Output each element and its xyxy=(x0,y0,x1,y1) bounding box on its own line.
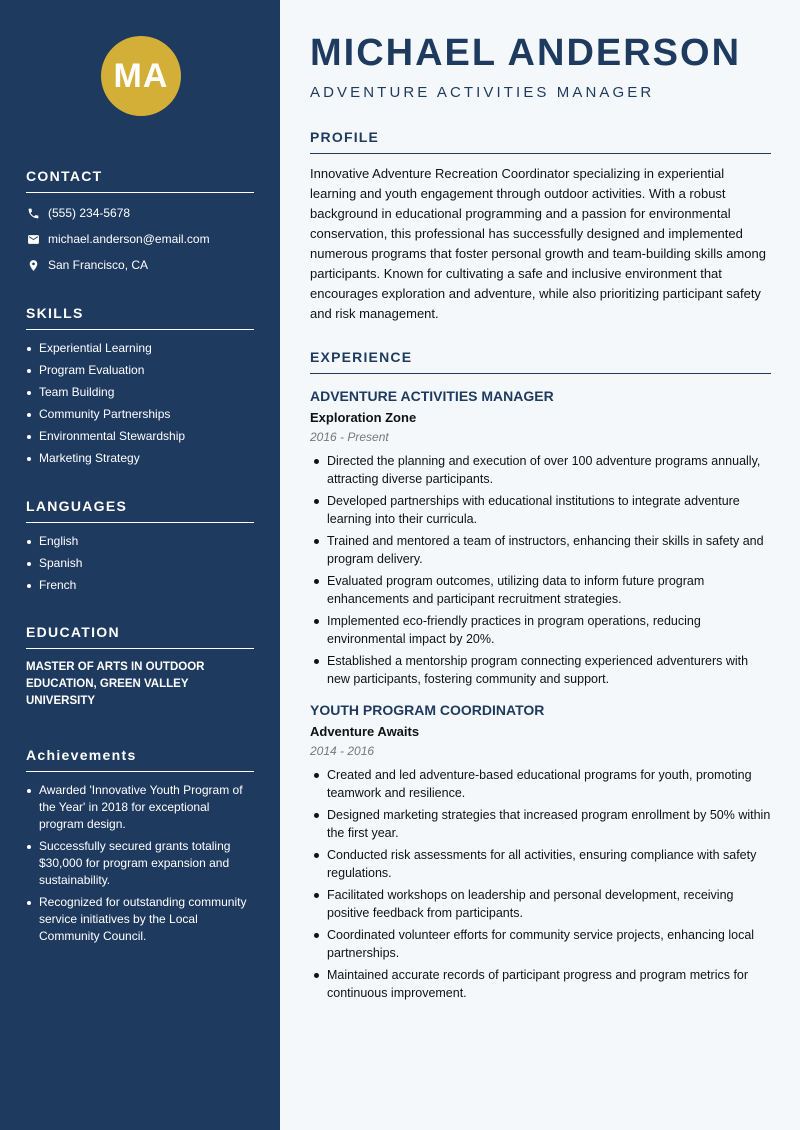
location-text: San Francisco, CA xyxy=(48,258,149,272)
job-bullet: Trained and mentored a team of instructors, enhancing their skills in safety and program delivery. xyxy=(310,532,771,568)
avatar: MA xyxy=(101,36,181,116)
skill-item: Community Partnerships xyxy=(26,406,254,423)
candidate-role: ADVENTURE ACTIVITIES MANAGER xyxy=(310,84,655,101)
job-bullet: Conducted risk assessments for all activities, ensuring compliance with safety regulations. xyxy=(310,846,771,882)
candidate-name: MICHAEL ANDERSON xyxy=(310,32,742,74)
contact-title: CONTACT xyxy=(26,168,254,193)
email-icon xyxy=(26,232,40,246)
achievement-item: Recognized for outstanding community service initiatives by the Local Community Council. xyxy=(26,894,254,945)
job-bullet: Designed marketing strategies that increased program enrollment by 50% within the first year. xyxy=(310,806,771,842)
experience-title: EXPERIENCE xyxy=(310,349,771,374)
job-bullet: Created and led adventure-based educational programs for youth, promoting teamwork and resilience. xyxy=(310,766,771,802)
achievements-list xyxy=(26,782,254,945)
email-text: michael.anderson@email.com xyxy=(48,232,210,246)
job-bullet: Implemented eco-friendly practices in program operations, reducing environmental impact by 20%. xyxy=(310,612,771,648)
sidebar xyxy=(0,0,280,1130)
contact-section xyxy=(26,168,254,278)
job-bullet: Evaluated program outcomes, utilizing data to inform future program enhancements and participant recruitment strategies. xyxy=(310,572,771,608)
skill-item: Program Evaluation xyxy=(26,362,254,379)
experience-section xyxy=(310,349,771,1006)
job-entry xyxy=(310,702,771,1002)
job-bullet: Facilitated workshops on leadership and personal development, receiving positive feedback from participants. xyxy=(310,886,771,922)
job-bullets xyxy=(310,766,771,1002)
languages-title: LANGUAGES xyxy=(26,498,254,523)
phone-text: (555) 234-5678 xyxy=(48,206,131,220)
job-bullets xyxy=(310,452,771,688)
job-title: ADVENTURE ACTIVITIES MANAGER xyxy=(310,388,554,404)
job-bullet: Developed partnerships with educational institutions to integrate adventure learning into their curricula. xyxy=(310,492,771,528)
job-dates: 2016 - Present xyxy=(310,430,389,444)
skills-title: SKILLS xyxy=(26,305,254,330)
job-entry xyxy=(310,388,771,688)
language-item: Spanish xyxy=(26,555,254,572)
skills-list xyxy=(26,340,254,467)
contact-location xyxy=(26,252,254,278)
languages-list xyxy=(26,533,254,594)
language-item: French xyxy=(26,577,254,594)
job-title: YOUTH PROGRAM COORDINATOR xyxy=(310,702,545,718)
job-bullet: Directed the planning and execution of over 100 adventure programs annually, attracting diverse participants. xyxy=(310,452,771,488)
skill-item: Experiential Learning xyxy=(26,340,254,357)
profile-title: PROFILE xyxy=(310,129,771,154)
achievements-title: Achievements xyxy=(26,747,254,772)
phone-icon xyxy=(26,206,40,220)
achievement-item: Awarded 'Innovative Youth Program of the Year' in 2018 for exceptional program design. xyxy=(26,782,254,833)
profile-section xyxy=(310,129,771,324)
achievements-section xyxy=(26,747,254,950)
skill-item: Environmental Stewardship xyxy=(26,428,254,445)
job-bullet: Coordinated volunteer efforts for community service projects, enhancing local partnerships. xyxy=(310,926,771,962)
job-dates: 2014 - 2016 xyxy=(310,744,375,758)
languages-section xyxy=(26,498,254,599)
job-bullet: Established a mentorship program connecting experienced adventurers with new participants, fostering community and support. xyxy=(310,652,771,688)
education-section xyxy=(26,624,254,710)
contact-phone xyxy=(26,200,254,226)
education-title: EDUCATION xyxy=(26,624,254,649)
skill-item: Team Building xyxy=(26,384,254,401)
language-item: English xyxy=(26,533,254,550)
skills-section xyxy=(26,305,254,472)
contact-email xyxy=(26,226,254,252)
education-degree: MASTER OF ARTS IN OUTDOOR EDUCATION, GREEN VALLEY UNIVERSITY xyxy=(26,661,205,707)
job-bullet: Maintained accurate records of participant progress and program metrics for continuous improvement. xyxy=(310,966,771,1002)
skill-item: Marketing Strategy xyxy=(26,450,254,467)
location-pin-icon xyxy=(26,258,40,272)
profile-text: Innovative Adventure Recreation Coordinator specializing in experiential learning and youth engagement through outdoor activities. With a robust background in educational programming and a passion for environmental conservation, this professional has successfully designed and implemented numerous programs that foster personal growth and team-building skills among participants. Known for cultivating a safe and inclusive environment that encourages exploration and adventure, while also prioritizing participant safety and risk management. xyxy=(310,166,766,321)
job-company: Adventure Awaits xyxy=(310,724,420,739)
achievement-item: Successfully secured grants totaling $30,000 for program expansion and sustainability. xyxy=(26,838,254,889)
job-company: Exploration Zone xyxy=(310,410,417,425)
